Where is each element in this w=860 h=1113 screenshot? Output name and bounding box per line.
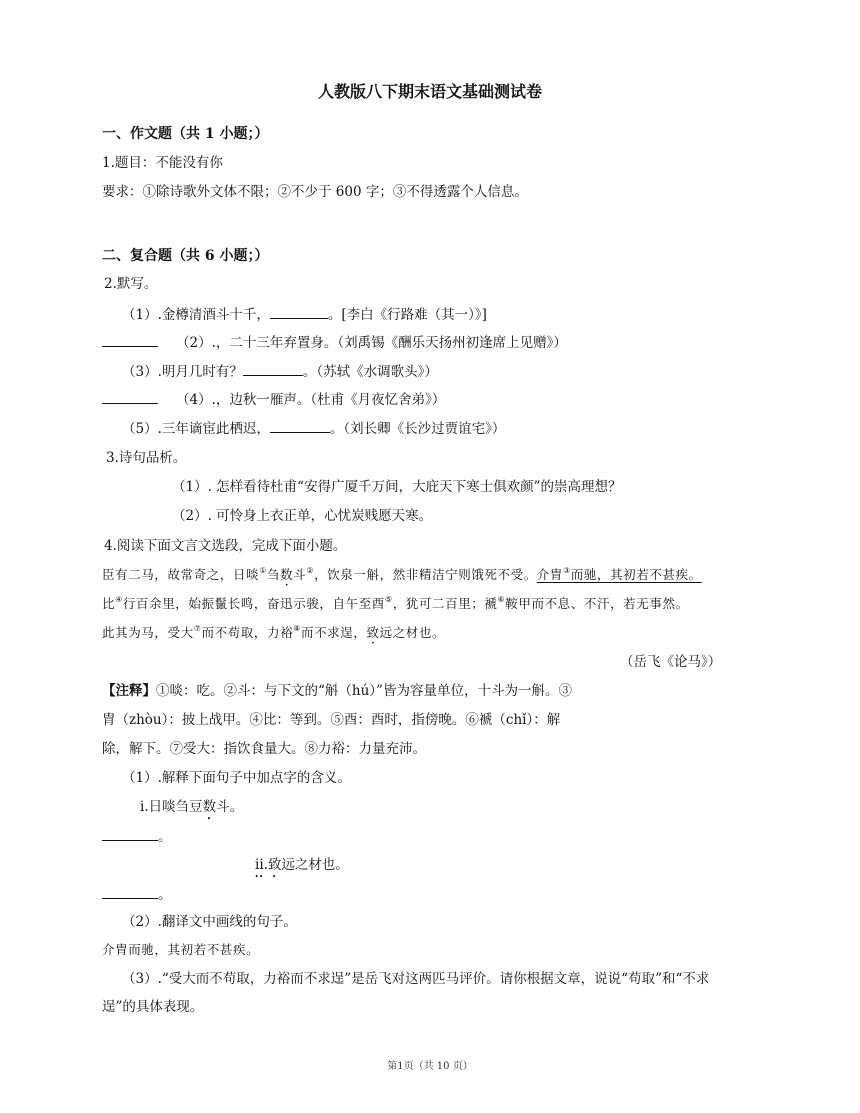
footnote-marker: ⑦ (193, 624, 202, 633)
question-4-item-3-cont: 逞”的具体表现。 (102, 999, 204, 1015)
question-4-item-2: （2）.翻译文中画线的句子。 (122, 914, 297, 930)
question-1-requirements: 要求：①除诗歌外文体不限；②不少于 600 字；③不得透露个人信息。 (102, 184, 528, 200)
dotted-character: 致 (366, 625, 380, 640)
q2-5-source: 。（刘长卿《长沙过贾谊宅》） (329, 421, 506, 437)
annotations-heading: 【注释】 (102, 683, 156, 699)
section-heading-composition: 一、作文题（共 1 小题；） (102, 126, 269, 142)
q2-4-text: （4）.，边秋一雁声。（杜甫《月夜忆舍弟》） (176, 392, 446, 408)
answer-line-i: 。 (102, 827, 172, 846)
question-3-prompt: 3.诗句品析。 (106, 450, 187, 466)
question-2-item-4 (102, 390, 445, 409)
q2-3-source: 。（苏轼《水调歌头》） (302, 364, 438, 380)
q2-5-text: （5）.三年谪宦此栖迟， (122, 421, 270, 437)
footnote-marker: ③ (563, 566, 571, 575)
passage-source: （岳飞《论马》） (620, 654, 722, 670)
dotted-character: 数 (280, 567, 294, 582)
question-3-item-1: （1）. 怎样看待杜甫“安得广厦千万间，大庇天下寒士俱欢颜”的崇高理想？ (172, 479, 622, 495)
q2-1-source: 。[李白《行路难（其一）》] (327, 307, 487, 323)
annotations-line-3: 除，解下。⑦受大：指饮食量大。⑧力裕：力量充沛。 (102, 741, 426, 757)
question-2-item-2 (102, 333, 567, 352)
page-footer: 第1页（共 10 页） (387, 1061, 473, 1072)
section-heading-composite: 二、复合题（共 6 小题；） (102, 248, 269, 264)
question-2-item-5 (122, 419, 505, 438)
footnote-marker: ⑥ (497, 595, 506, 604)
question-4-item-1: （1）.解释下面句子中加点字的含义。 (122, 770, 351, 786)
q2-3-text: （3）.明月几时有？ (122, 364, 243, 380)
dotted-character: 数 (202, 799, 217, 815)
question-4-item-1-i: i.日啖刍豆数斗。 (140, 799, 244, 815)
q2-1-text: （1）.金樽清酒斗十千， (122, 307, 270, 323)
dotted-character: 致 (267, 857, 282, 873)
answer-blank[interactable] (102, 390, 158, 404)
question-4-item-3: （3）.“受大而不苟取，力裕而不求逞”是岳飞对这两匹马评价。请你根据文章，说说“苟取”和“不求 (122, 971, 710, 987)
question-4-item-1-ii: ii.致远之材也。 (255, 857, 349, 873)
sentence-to-translate: 介胄而驰，其初若不甚疾。 (102, 942, 260, 957)
classical-passage-line-2: 比④行百余里，始振鬣长鸣，奋迅示骏，自午至酉⑤，犹可二百里；褫⑥鞍甲而不息、不汗，若无事然。 (102, 595, 689, 611)
footnote-marker: ② (306, 566, 315, 575)
page-title: 人教版八下期末语文基础测试卷 (317, 82, 542, 101)
answer-blank[interactable] (270, 305, 328, 319)
answer-blank[interactable] (102, 885, 158, 899)
classical-passage-line-3: 此其为马，受大⑦而不苟取，力裕⑧而不求逞，致远之材也。 (102, 624, 446, 640)
answer-blank[interactable] (102, 827, 158, 841)
classical-passage-line-1: 臣有二马，故常奇之，日啖①刍数斗②，饮泉一斛，然非精洁宁则饿死不受。介胄③而驰，其初若不甚疾。 (102, 566, 702, 582)
question-1-prompt: 1.题目：不能没有你 (102, 155, 223, 171)
question-4-prompt: 4.阅读下面文言文选段，完成下面小题。 (104, 538, 347, 554)
answer-blank[interactable] (102, 333, 158, 347)
question-2-item-3 (122, 362, 438, 381)
annotations-line-2: 胄（zhòu）：披上战甲。④比：等到。⑤酉：酉时，指傍晚。⑥褫（chǐ）：解 (102, 712, 561, 728)
footnote-marker: ⑤ (384, 595, 393, 604)
underlined-sentence: 介胄③而驰，其初若不甚疾。 (536, 566, 702, 582)
question-2-item-1 (122, 305, 487, 324)
answer-line-ii: 。 (102, 885, 172, 904)
q2-2-text: （2）.，二十三年弃置身。（刘禹锡《酬乐天扬州初逢席上见赠》） (176, 335, 567, 351)
answer-blank[interactable] (243, 362, 303, 376)
footnote-marker: ⑧ (293, 624, 301, 633)
answer-blank[interactable] (270, 419, 330, 433)
footnote-marker: ④ (115, 595, 123, 604)
annotations-line-1: 【注释】①啖：吃。②斗：与下文的“斛（hú）”皆为容量单位，十斗为一斛。③ (102, 683, 572, 699)
question-2-prompt: 2.默写。 (104, 276, 158, 292)
question-3-item-2: （2）. 可怜身上衣正单，心忧炭贱愿天寒。 (172, 508, 433, 524)
footnote-marker: ① (259, 566, 267, 575)
